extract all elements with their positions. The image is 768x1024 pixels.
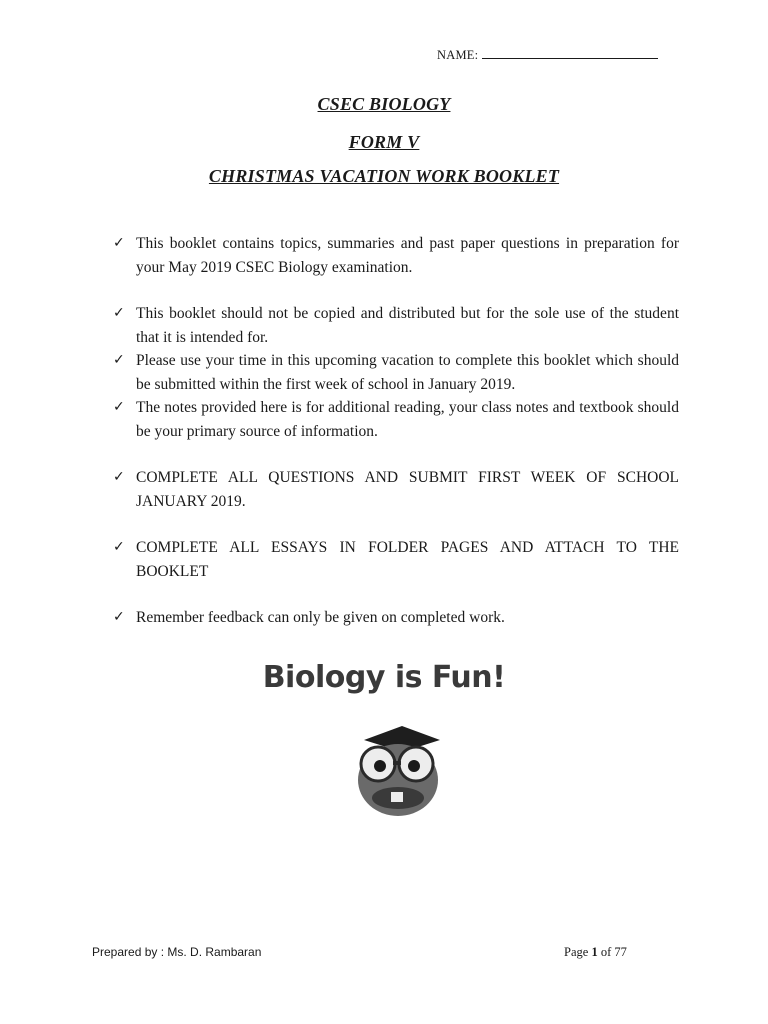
list-item-text: Please use your time in this upcoming vacation to complete this booklet which should be submitted within the first week of school in January 2019. — [136, 352, 679, 393]
frog-graduate-icon — [344, 724, 448, 820]
title-form: FORM V — [348, 132, 420, 152]
list-item-text: The notes provided here is for additional reading, your class notes and textbook should be your primary source of information. — [136, 399, 679, 440]
checkmark-icon: ✓ — [113, 352, 125, 368]
list-item — [113, 536, 679, 583]
tagline: Biology is Fun! — [262, 660, 506, 695]
list-item-text: This booklet should not be copied and distributed but for the sole use of the student that it is intended for. — [136, 305, 679, 346]
page-total: 77 — [614, 945, 627, 959]
name-field — [437, 46, 658, 63]
name-label: NAME: — [437, 48, 479, 62]
checkmark-icon: ✓ — [113, 609, 125, 625]
list-item-text: Remember feedback can only be given on completed work. — [136, 609, 505, 626]
list-item — [113, 232, 679, 279]
prepared-by: Prepared by : Ms. D. Rambaran — [92, 945, 262, 959]
list-item — [113, 396, 679, 443]
instruction-list — [113, 232, 679, 630]
list-item — [113, 349, 679, 396]
list-item-text: This booklet contains topics, summaries and past paper questions in preparation for your May 2019 CSEC Biology examination. — [136, 235, 679, 276]
title-booklet: CHRISTMAS VACATION WORK BOOKLET — [208, 166, 560, 186]
page-current: 1 — [591, 945, 598, 959]
checkmark-icon: ✓ — [113, 235, 125, 251]
checkmark-icon: ✓ — [113, 305, 125, 321]
list-item — [113, 466, 679, 513]
page-number: Page 1 of 77 — [564, 945, 627, 959]
title-subject: CSEC BIOLOGY — [317, 94, 451, 114]
list-item-text: COMPLETE ALL QUESTIONS AND SUBMIT FIRST WEEK OF SCHOOL JANUARY 2019. — [136, 469, 679, 510]
checkmark-icon: ✓ — [113, 399, 125, 415]
list-item — [113, 302, 679, 349]
list-item — [113, 606, 679, 630]
checkmark-icon: ✓ — [113, 469, 125, 485]
checkmark-icon: ✓ — [113, 539, 125, 555]
name-blank-line — [482, 46, 658, 59]
list-item-text: COMPLETE ALL ESSAYS IN FOLDER PAGES AND ATTACH TO THE BOOKLET — [136, 539, 679, 580]
